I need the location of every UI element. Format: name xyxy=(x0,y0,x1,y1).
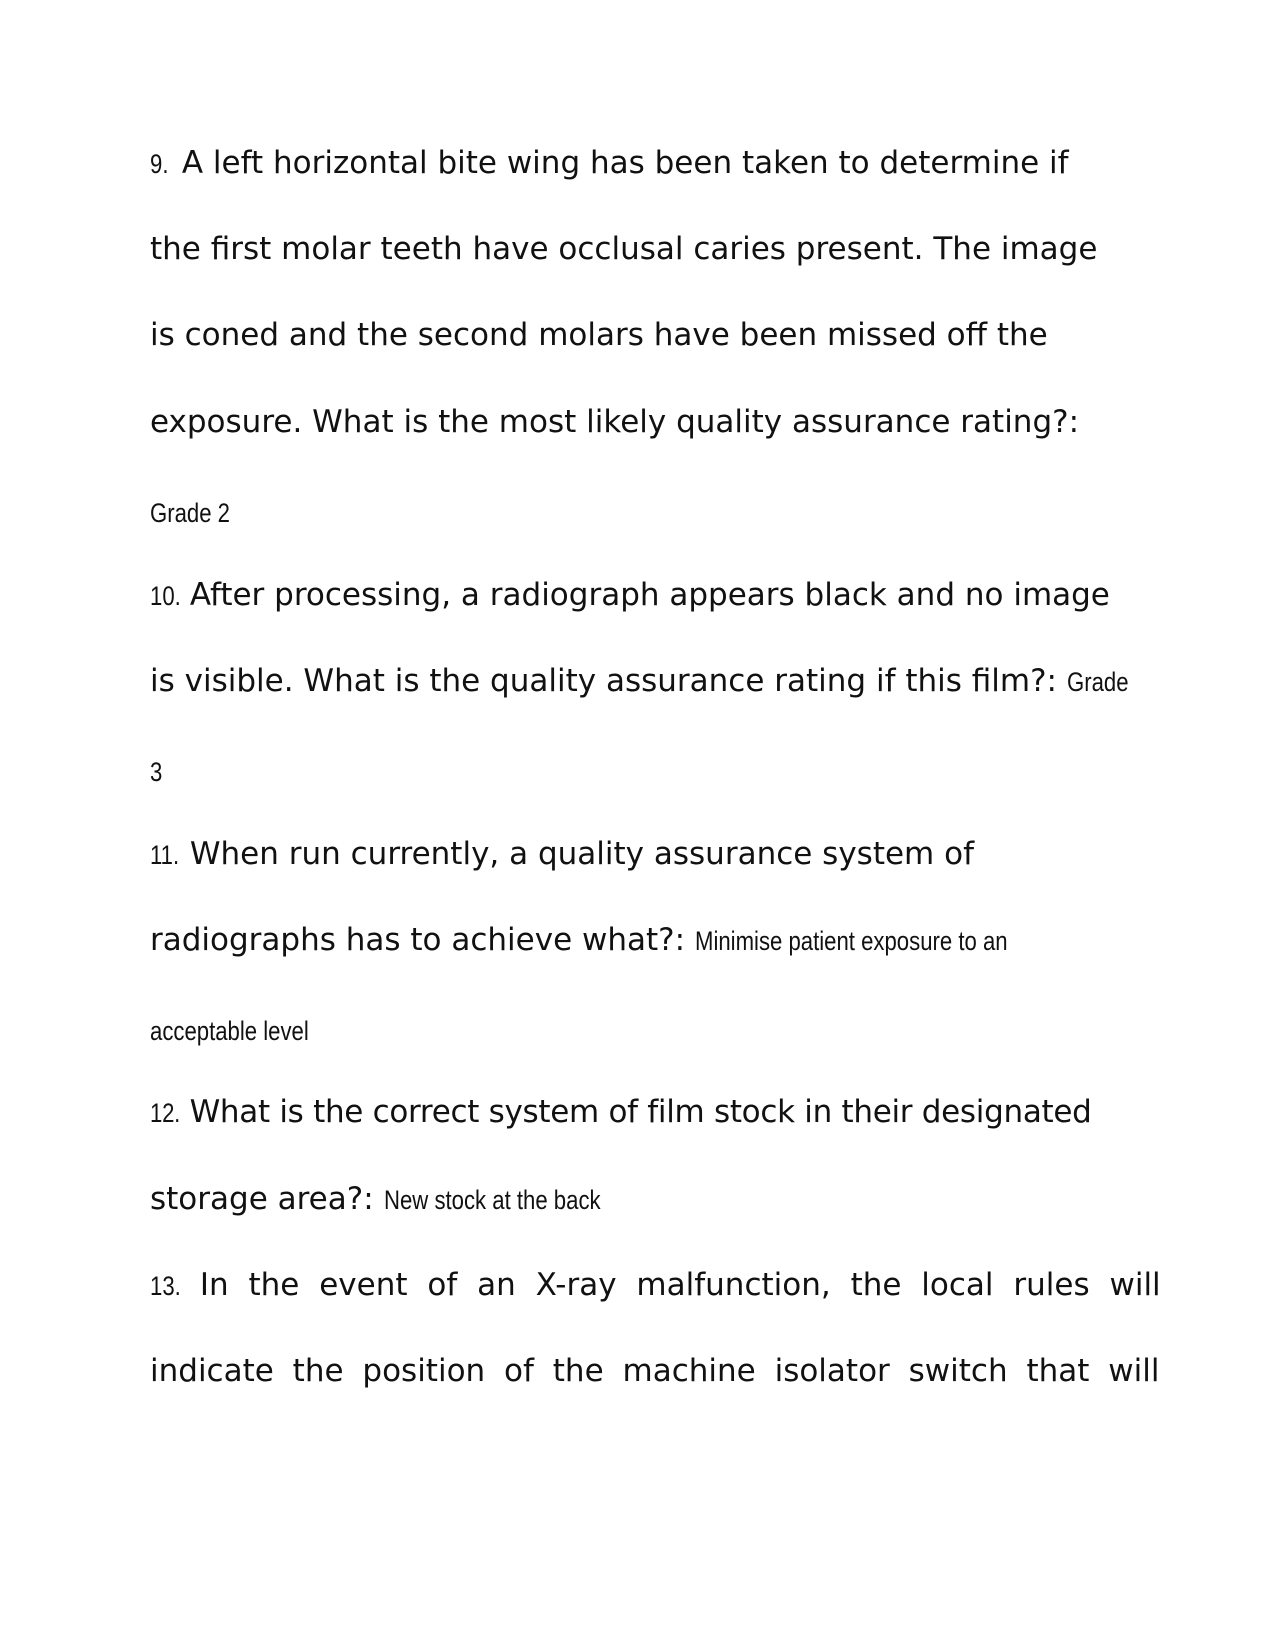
question-number: 10. xyxy=(150,581,181,611)
q9-answer: Grade 2 xyxy=(150,498,231,528)
question-text: What is the correct system of film stock in their designated xyxy=(189,1094,1092,1130)
q11-line1 xyxy=(150,836,974,872)
q11-answer-cont: acceptable level xyxy=(150,1016,309,1046)
q9-line1 xyxy=(150,145,1069,181)
question-number: 9. xyxy=(150,149,169,179)
q10-answer-cont: 3 xyxy=(150,757,163,787)
q12-line1 xyxy=(150,1094,1092,1130)
q11-answer: Minimise patient exposure to an xyxy=(694,926,1008,956)
q9-line3: is coned and the second molars have been missed off the xyxy=(150,317,1048,353)
q9-line4: exposure. What is the most likely quality assurance rating?: xyxy=(150,404,1080,440)
question-text: A left horizontal bite wing has been taken to determine if xyxy=(181,145,1069,181)
question-number: 11. xyxy=(150,840,180,870)
question-text: storage area?: xyxy=(150,1181,374,1217)
question-text: In the event of an X-ray malfunction, the local rules will xyxy=(199,1267,1161,1303)
q11-line2 xyxy=(150,922,1076,958)
q13-line1 xyxy=(150,1267,1161,1303)
question-number: 13. xyxy=(150,1271,181,1301)
q10-line2 xyxy=(150,663,1142,699)
q13-line2: indicate the position of the machine isolator switch that will xyxy=(150,1353,1160,1389)
question-text: When run currently, a quality assurance system of xyxy=(189,836,974,872)
question-text: radiographs has to achieve what?: xyxy=(150,922,686,958)
question-text: After processing, a radiograph appears black and no image xyxy=(189,577,1110,613)
q12-line2 xyxy=(150,1181,648,1217)
question-text: is visible. What is the quality assurance rating if this film?: xyxy=(150,663,1057,699)
q10-answer: Grade xyxy=(1066,667,1129,697)
question-number: 12. xyxy=(150,1098,181,1128)
q12-answer: New stock at the back xyxy=(383,1185,601,1215)
q10-line1 xyxy=(150,577,1110,613)
q9-line2: the first molar teeth have occlusal caries present. The image xyxy=(150,231,1098,267)
